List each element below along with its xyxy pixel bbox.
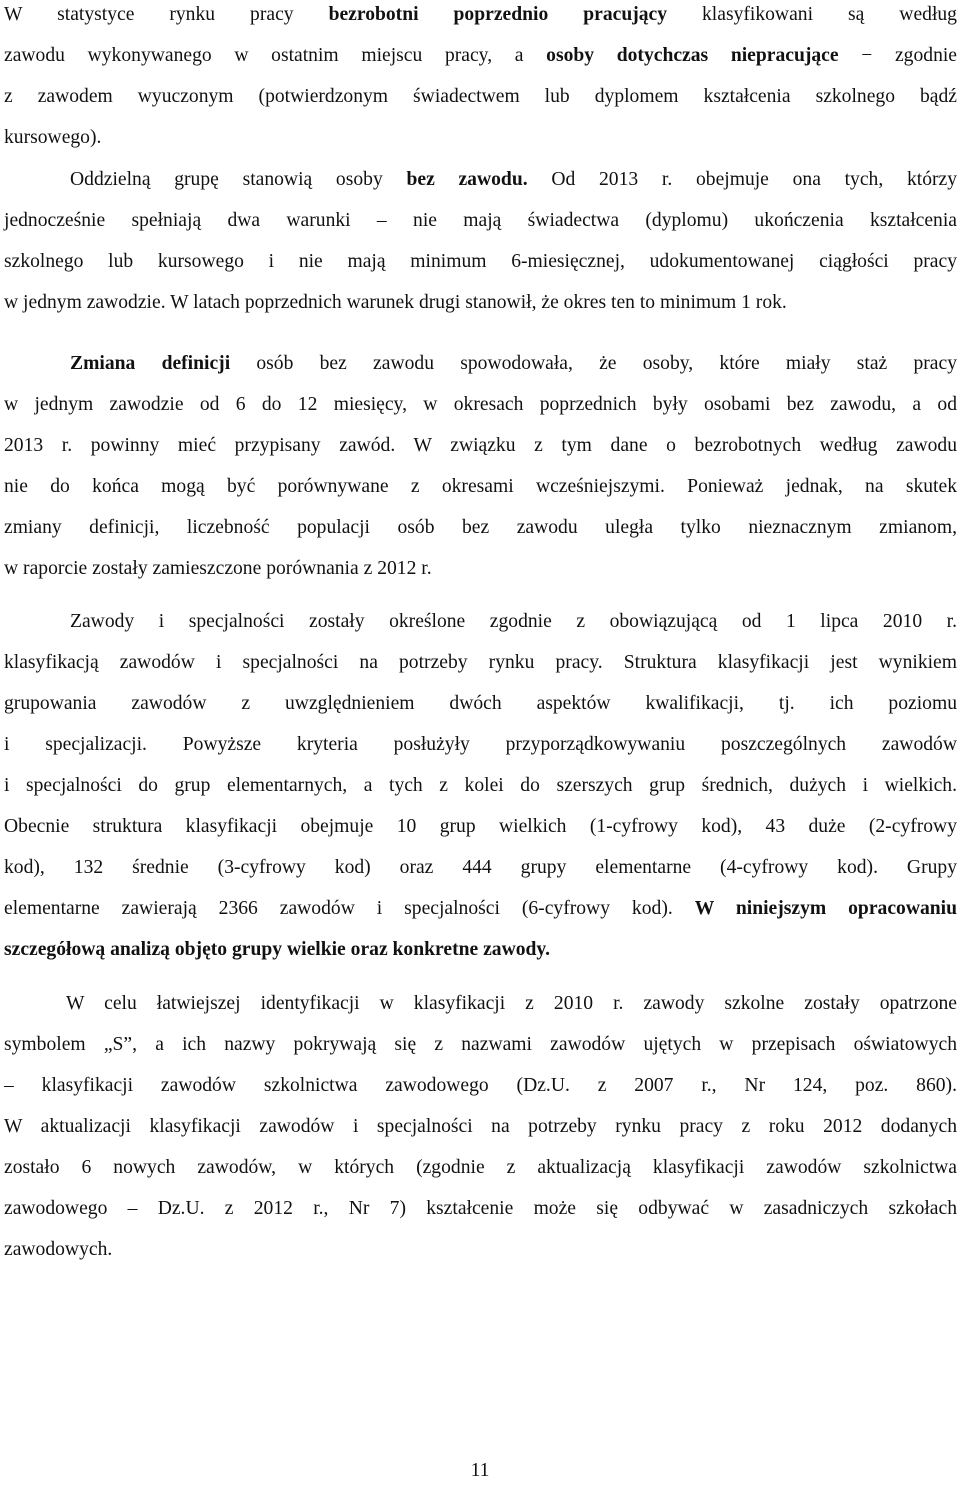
bold-text: bezrobotni poprzednio pracujący (328, 4, 668, 25)
text-line (4, 1147, 957, 1188)
text-run: zostało 6 nowych zawodów, w których (zgodnie z aktualizacją klasyfikacji zawodów szkolnictwa (4, 1157, 957, 1178)
text-line (4, 117, 957, 158)
text-line (4, 1024, 957, 1065)
text-line (4, 548, 957, 589)
text-line (4, 1188, 957, 1229)
text-run: klasyfikowani są według (667, 4, 957, 25)
text-line (4, 888, 957, 929)
text-line (4, 642, 957, 683)
text-run: Oddzielną grupę stanowią osoby (70, 169, 407, 190)
text-run: w jednym zawodzie od 6 do 12 miesięcy, w okresach poprzednich były osobami bez zawodu, a od (4, 394, 957, 415)
text-run: Obecnie struktura klasyfikacji obejmuje 10 grup wielkich (1-cyfrowy kod), 43 duże (2-cyfrowy (4, 816, 957, 837)
text-line (4, 724, 957, 765)
paragraph-classification-structure (4, 601, 957, 970)
text-run: symbolem „S”, a ich nazwy pokrywają się z nazwami zawodów ujętych w przepisach oświatowych (4, 1034, 957, 1055)
text-line (4, 35, 957, 76)
text-run: zmiany definicji, liczebność populacji osób bez zawodu uległa tylko nieznacznym zmianom, (4, 517, 957, 538)
text-run: Od 2013 r. obejmuje ona tych, którzy (527, 169, 958, 190)
text-line (4, 507, 957, 548)
text-line (4, 425, 957, 466)
text-line (4, 159, 957, 200)
text-run: − zgodnie (838, 45, 958, 66)
text-run: zawodowych. (4, 1239, 113, 1260)
text-run: Zawody i specjalności zostały określone zgodnie z obowiązującą od 1 lipca 2010 r. (70, 611, 957, 632)
text-run: W celu łatwiejszej identyfikacji w klasyfikacji z 2010 r. zawody szkolne zostały opatrzone (66, 993, 957, 1014)
bold-text: osoby dotychczas niepracujące (546, 45, 839, 66)
text-line (4, 200, 957, 241)
text-line (4, 282, 957, 323)
text-line (4, 847, 957, 888)
text-run: W aktualizacji klasyfikacji zawodów i specjalności na potrzeby rynku pracy z roku 2012 dodanych (4, 1116, 957, 1137)
text-run: w jednym zawodzie. W latach poprzednich warunek drugi stanowił, że okres ten to minimum 1 rok. (4, 292, 787, 313)
text-run: i specjalizacji. Powyższe kryteria posłużyły przyporządkowywaniu poszczególnych zawodów (4, 734, 957, 755)
text-run: szkolnego lub kursowego i nie mają minimum 6-miesięcznej, udokumentowanej ciągłości pracy (4, 251, 957, 272)
text-line (4, 1229, 957, 1270)
text-line (4, 343, 957, 384)
paragraph-without-profession (4, 159, 957, 323)
text-run: z zawodem wyuczonym (potwierdzonym świadectwem lub dyplomem kształcenia szkolnego bądź (4, 86, 957, 107)
text-line (4, 601, 957, 642)
paragraph-unemployed-classification (4, 0, 957, 158)
text-line (4, 806, 957, 847)
page-number: 11 (470, 1460, 490, 1481)
text-line (4, 466, 957, 507)
text-run: w raporcie zostały zamieszczone porównania z 2012 r. (4, 558, 432, 579)
paragraph-school-professions (4, 983, 957, 1270)
text-line (4, 384, 957, 425)
text-line (4, 765, 957, 806)
text-run: i specjalności do grup elementarnych, a tych z kolei do szerszych grup średnich, dużych i wielkich. (4, 775, 957, 796)
text-line (4, 0, 957, 35)
text-run: nie do końca mogą być porównywane z okresami wcześniejszymi. Ponieważ jednak, na skutek (4, 476, 957, 497)
bold-text: W niniejszym opracowaniu (694, 898, 958, 919)
text-line (4, 1106, 957, 1147)
bold-text: szczegółową analizą objęto grupy wielkie oraz konkretne zawody. (4, 939, 551, 960)
text-line (4, 76, 957, 117)
text-line (4, 929, 957, 970)
text-line (4, 241, 957, 282)
text-run: kursowego). (4, 127, 102, 148)
text-run: zawodu wykonywanego w ostatnim miejscu pracy, a (4, 45, 547, 66)
text-line (4, 983, 957, 1024)
text-run: 2013 r. powinny mieć przypisany zawód. W związku z tym dane o bezrobotnych według zawodu (4, 435, 957, 456)
text-line (4, 683, 957, 724)
text-run: jednocześnie spełniają dwa warunki – nie mają świadectwa (dyplomu) ukończenia kształcenia (4, 210, 957, 231)
text-run: osób bez zawodu spowodowała, że osoby, które miały staż pracy (230, 353, 957, 374)
text-run: zawodowego – Dz.U. z 2012 r., Nr 7) kształcenie może się odbywać w zasadniczych szkołach (4, 1198, 957, 1219)
paragraph-definition-change (4, 343, 957, 589)
text-line (4, 1065, 957, 1106)
text-run: W statystyce rynku pracy (4, 4, 329, 25)
bold-text: Zmiana definicji (70, 353, 231, 374)
text-run: klasyfikacją zawodów i specjalności na potrzeby rynku pracy. Struktura klasyfikacji jest wynikiem (4, 652, 957, 673)
text-run: kod), 132 średnie (3-cyfrowy kod) oraz 444 grupy elementarne (4-cyfrowy kod). Grupy (4, 857, 957, 878)
text-run: – klasyfikacji zawodów szkolnictwa zawodowego (Dz.U. z 2007 r., Nr 124, poz. 860). (4, 1075, 957, 1096)
text-run: elementarne zawierają 2366 zawodów i specjalności (6-cyfrowy kod). (4, 898, 695, 919)
bold-text: bez zawodu. (406, 169, 528, 190)
text-run: grupowania zawodów z uwzględnieniem dwóch aspektów kwalifikacji, tj. ich poziomu (4, 693, 957, 714)
